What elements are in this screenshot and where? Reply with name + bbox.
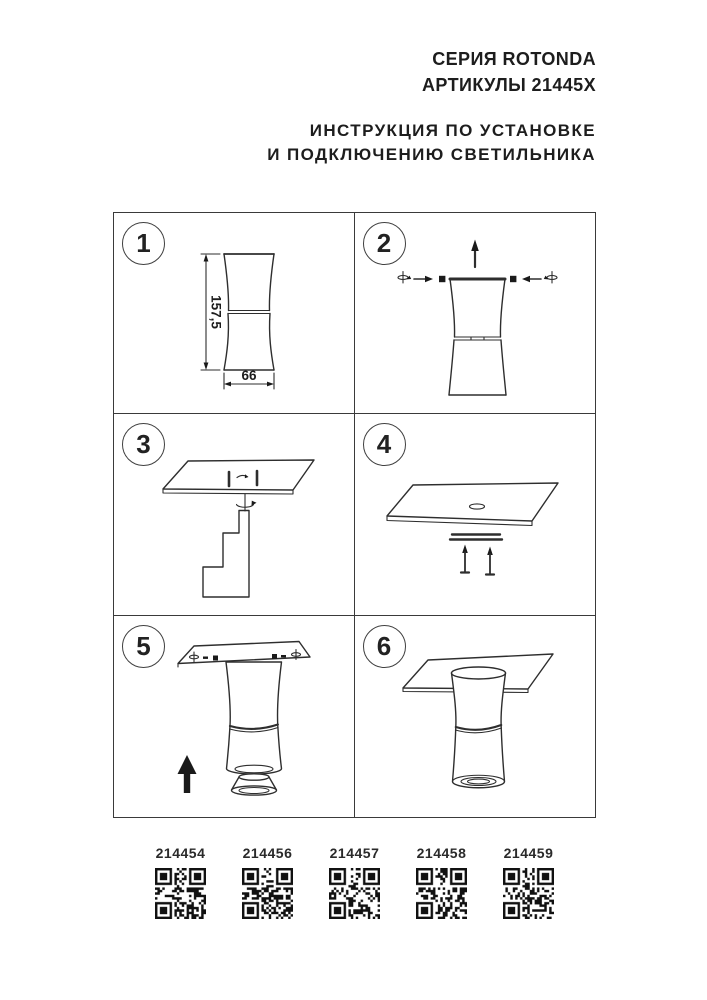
screw-rotation-icon-right [510, 272, 557, 284]
qr-code [242, 868, 293, 919]
lamp-body [226, 662, 282, 774]
width-dimension [224, 368, 274, 389]
screw-icon [461, 545, 469, 573]
lamp-body [224, 254, 274, 370]
qr-item [503, 845, 554, 919]
qr-item [155, 845, 206, 919]
series-title: СЕРИЯ ROTONDA [432, 49, 596, 69]
header [267, 46, 596, 167]
step-panel-2 [355, 213, 596, 414]
step-grid [113, 212, 596, 818]
step-panel-5 [114, 616, 355, 817]
step-panel-6 [355, 616, 596, 817]
instruction-title [267, 119, 596, 167]
step-number-badge: 5 [122, 625, 165, 668]
qr-item [242, 845, 293, 919]
step-number-badge: 6 [363, 625, 406, 668]
up-arrow-icon [178, 755, 197, 793]
qr-code [503, 868, 554, 919]
step-number-badge: 2 [363, 222, 406, 265]
screw-rotation-icon-left [398, 272, 445, 284]
qr-article-label: 214459 [503, 845, 554, 861]
rotation-arrow-icon [237, 494, 257, 511]
lamp-body [449, 279, 506, 395]
qr-article-label: 214456 [242, 845, 293, 861]
step-panel-1 [114, 213, 355, 414]
screw-icon [486, 547, 494, 575]
up-arrow-icon [471, 240, 479, 268]
stepped-bracket [203, 511, 249, 598]
qr-article-label: 214454 [155, 845, 206, 861]
articles-title: АРТИКУЛЫ 21445Х [422, 75, 596, 95]
ceiling-plate [387, 483, 558, 526]
qr-item [329, 845, 380, 919]
step-number-badge: 1 [122, 222, 165, 265]
mounting-strap [450, 535, 502, 540]
step-number-badge: 3 [122, 423, 165, 466]
lamp-body [451, 667, 505, 788]
height-dimension [201, 254, 223, 370]
qr-code [329, 868, 380, 919]
instruction-title-line1: ИНСТРУКЦИЯ ПО УСТАНОВКЕ [309, 121, 596, 140]
qr-article-label: 214457 [329, 845, 380, 861]
instruction-title-line2: И ПОДКЛЮЧЕНИЮ СВЕТИЛЬНИКА [267, 145, 596, 164]
qr-section [113, 845, 596, 919]
qr-code [155, 868, 206, 919]
step-panel-3 [114, 414, 355, 615]
step-panel-4 [355, 414, 596, 615]
qr-code [416, 868, 467, 919]
width-dimension-label: 66 [241, 368, 257, 383]
qr-article-label: 214458 [416, 845, 467, 861]
height-dimension-label: 157,5 [208, 295, 224, 329]
trim-ring [232, 773, 277, 794]
step-number-badge: 4 [363, 423, 406, 466]
qr-item [416, 845, 467, 919]
